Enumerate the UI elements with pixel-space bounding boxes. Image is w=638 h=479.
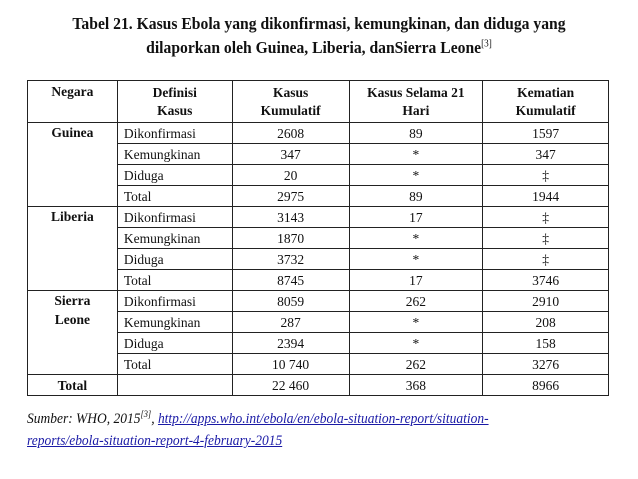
country-guinea: Guinea [28, 123, 118, 207]
source-reference: [3] [140, 409, 152, 420]
cumulative-deaths-cell: ‡ [483, 165, 609, 186]
source-separator: , [151, 411, 158, 427]
header-kasus-kumulatif: Kasus Kumulatif [232, 81, 349, 123]
header-definisi-kasus: Definisi Kasus [117, 81, 232, 123]
cases-21-days-cell: 89 [349, 123, 483, 144]
definition-cell: Diduga [117, 249, 232, 270]
cumulative-cases-cell: 287 [232, 312, 349, 333]
cumulative-cases-cell: 1870 [232, 228, 349, 249]
ebola-cases-table [27, 80, 609, 396]
table-title [26, 12, 613, 60]
definition-cell: Dikonfirmasi [117, 291, 232, 312]
grand-total-cumulative-cases: 22 460 [232, 375, 349, 396]
grand-total-row [28, 375, 609, 396]
definition-cell: Dikonfirmasi [117, 123, 232, 144]
cumulative-cases-cell: 2608 [232, 123, 349, 144]
table-row [28, 291, 609, 312]
definition-cell: Total [117, 354, 232, 375]
cumulative-deaths-cell: ‡ [483, 228, 609, 249]
cumulative-deaths-cell: 1944 [483, 186, 609, 207]
header-row [28, 81, 609, 123]
definition-cell: Diduga [117, 165, 232, 186]
cumulative-deaths-cell: 1597 [483, 123, 609, 144]
definition-cell: Kemungkinan [117, 144, 232, 165]
cumulative-deaths-cell: 3746 [483, 270, 609, 291]
definition-cell: Kemungkinan [117, 228, 232, 249]
header-kematian-kumulatif: Kematian Kumulatif [483, 81, 609, 123]
cumulative-deaths-cell: 347 [483, 144, 609, 165]
cumulative-cases-cell: 347 [232, 144, 349, 165]
cumulative-deaths-cell: 208 [483, 312, 609, 333]
header-kasus-21-hari: Kasus Selama 21 Hari [349, 81, 483, 123]
source-link[interactable]: http://apps.who.int/ebola/en/ebola-situation-report/situation- reports/ebola-situation-report-4-february-2015 [27, 411, 489, 449]
cases-21-days-cell: * [349, 228, 483, 249]
cumulative-deaths-cell: 158 [483, 333, 609, 354]
cases-21-days-cell: 17 [349, 207, 483, 228]
cases-21-days-cell: 17 [349, 270, 483, 291]
grand-total-cumulative-deaths: 8966 [483, 375, 609, 396]
source-note [27, 408, 576, 452]
cases-21-days-cell: * [349, 144, 483, 165]
cases-21-days-cell: * [349, 333, 483, 354]
cumulative-cases-cell: 3732 [232, 249, 349, 270]
cases-21-days-cell: 262 [349, 291, 483, 312]
cases-21-days-cell: 262 [349, 354, 483, 375]
title-line-1-text: Tabel 21. Kasus Ebola yang dikonfirmasi, kemungkinan, dan diduga yang [72, 14, 566, 33]
cases-21-days-cell: * [349, 312, 483, 333]
definition-cell [117, 375, 232, 396]
table-row [28, 207, 609, 228]
definition-cell: Diduga [117, 333, 232, 354]
definition-cell: Dikonfirmasi [117, 207, 232, 228]
grand-total-label: Total [28, 375, 118, 396]
cumulative-cases-cell: 20 [232, 165, 349, 186]
cumulative-cases-cell: 2975 [232, 186, 349, 207]
definition-cell: Kemungkinan [117, 312, 232, 333]
grand-total-cases-21-days: 368 [349, 375, 483, 396]
header-negara: Negara [28, 81, 118, 123]
title-reference: [3] [481, 38, 492, 50]
cumulative-cases-cell: 3143 [232, 207, 349, 228]
cumulative-deaths-cell: 3276 [483, 354, 609, 375]
definition-cell: Total [117, 186, 232, 207]
title-line-1 [26, 12, 613, 36]
cumulative-cases-cell: 8059 [232, 291, 349, 312]
title-line-2 [26, 36, 613, 60]
country-liberia: Liberia [28, 207, 118, 291]
cumulative-deaths-cell: 2910 [483, 291, 609, 312]
cases-21-days-cell: * [349, 165, 483, 186]
country-sierra-leone: Sierra Leone [28, 291, 118, 375]
definition-cell: Total [117, 270, 232, 291]
cases-21-days-cell: 89 [349, 186, 483, 207]
table-row [28, 123, 609, 144]
cumulative-deaths-cell: ‡ [483, 207, 609, 228]
cumulative-cases-cell: 2394 [232, 333, 349, 354]
title-line-2-text: dilaporkan oleh Guinea, Liberia, danSierra Leone [146, 38, 482, 57]
cumulative-deaths-cell: ‡ [483, 249, 609, 270]
cumulative-cases-cell: 8745 [232, 270, 349, 291]
cumulative-cases-cell: 10 740 [232, 354, 349, 375]
source-prefix: Sumber: WHO, 2015 [27, 411, 141, 427]
cases-21-days-cell: * [349, 249, 483, 270]
